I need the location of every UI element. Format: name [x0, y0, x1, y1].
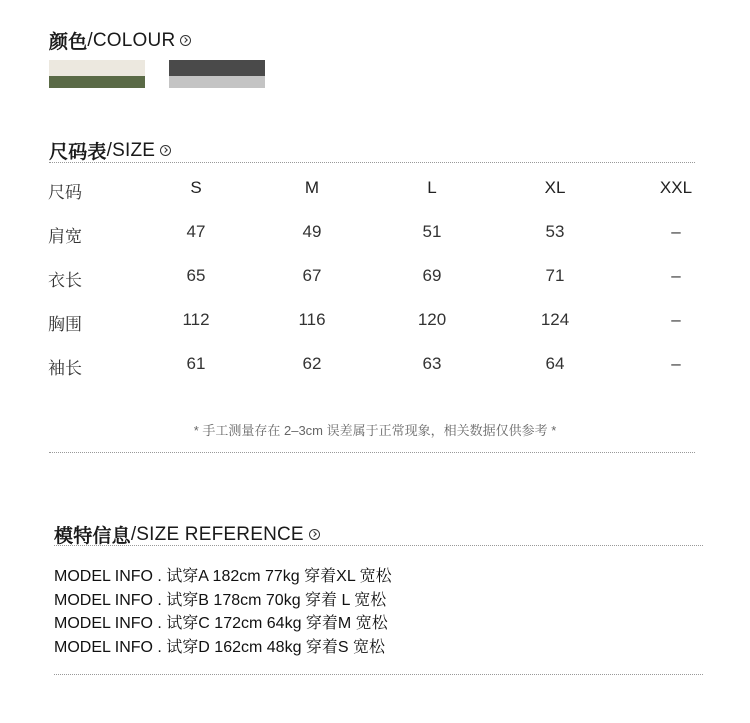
colour-title: [49, 27, 191, 54]
size-table-header: [48, 178, 708, 222]
size-title-cn: 尺码表: [49, 142, 107, 163]
colour-title-cn: 颜色: [49, 32, 88, 53]
chevron-right-circle-icon: [309, 529, 320, 540]
swatch-top: [169, 60, 265, 76]
list-item: MODEL INFO . 试穿C 172cm 64kg 穿着M 宽松: [54, 615, 388, 632]
size-title-en: /SIZE: [106, 139, 156, 161]
header-l: L: [427, 178, 437, 197]
list-item: MODEL INFO . 试穿B 178cm 70kg 穿着 L 宽松: [54, 591, 387, 609]
cell-xxl: –: [671, 266, 681, 285]
size-divider-bottom: [49, 452, 695, 453]
cell-xl: 64: [545, 354, 565, 373]
reference-title-cn: 模特信息: [54, 526, 131, 547]
reference-divider-bottom: [54, 674, 703, 675]
reference-title-en: /SIZE REFERENCE: [130, 523, 304, 545]
reference-divider-top: [54, 545, 703, 546]
list-item: MODEL INFO . 试穿D 162cm 48kg 穿着S 宽松: [54, 638, 386, 656]
cell-l: 69: [422, 266, 442, 285]
swatch-bottom: [49, 76, 145, 88]
table-row: [48, 222, 708, 266]
cell-s: 47: [186, 222, 206, 241]
reference-title: [54, 521, 320, 548]
row-label: 衣长: [48, 271, 82, 290]
swatch-bottom: [169, 76, 265, 88]
cell-s: 65: [186, 266, 206, 285]
table-row: [48, 354, 708, 398]
size-title: [49, 137, 171, 164]
cell-s: 112: [182, 310, 210, 329]
cell-s: 61: [186, 354, 206, 373]
row-label: 肩宽: [48, 227, 82, 246]
cell-xxl: –: [671, 354, 681, 373]
header-label: 尺码: [48, 183, 82, 202]
colour-swatch-1[interactable]: [49, 60, 145, 88]
header-m: M: [304, 178, 320, 197]
size-table: [48, 178, 708, 398]
measurement-note: * 手工测量存在 2–3cm 误差属于正常现象，相关数据仅供参考 *: [193, 423, 557, 438]
cell-m: 62: [302, 354, 322, 373]
colour-title-en: /COLOUR: [87, 29, 176, 51]
cell-m: 67: [302, 266, 322, 285]
header-xl: XL: [544, 178, 566, 197]
list-item: MODEL INFO . 试穿A 182cm 77kg 穿着XL 宽松: [54, 568, 392, 585]
size-divider-top: [49, 162, 695, 163]
row-label: 袖长: [48, 359, 82, 378]
row-label: 胸围: [48, 315, 82, 334]
cell-l: 120: [417, 310, 447, 329]
cell-xl: 53: [545, 222, 565, 241]
table-row: [48, 310, 708, 354]
header-s: S: [190, 178, 202, 197]
chevron-right-circle-icon: [180, 35, 191, 46]
table-row: [48, 266, 708, 310]
model-info-list: [54, 565, 392, 659]
header-xxl: XXL: [659, 178, 693, 197]
cell-l: 51: [422, 222, 442, 241]
cell-xxl: –: [671, 310, 681, 329]
swatch-top: [49, 60, 145, 76]
cell-xxl: –: [671, 222, 681, 241]
cell-xl: 124: [540, 310, 570, 329]
chevron-right-circle-icon: [160, 145, 171, 156]
colour-swatch-2[interactable]: [169, 60, 265, 88]
cell-m: 116: [298, 310, 326, 329]
cell-m: 49: [302, 222, 322, 241]
cell-xl: 71: [545, 266, 565, 285]
cell-l: 63: [422, 354, 442, 373]
